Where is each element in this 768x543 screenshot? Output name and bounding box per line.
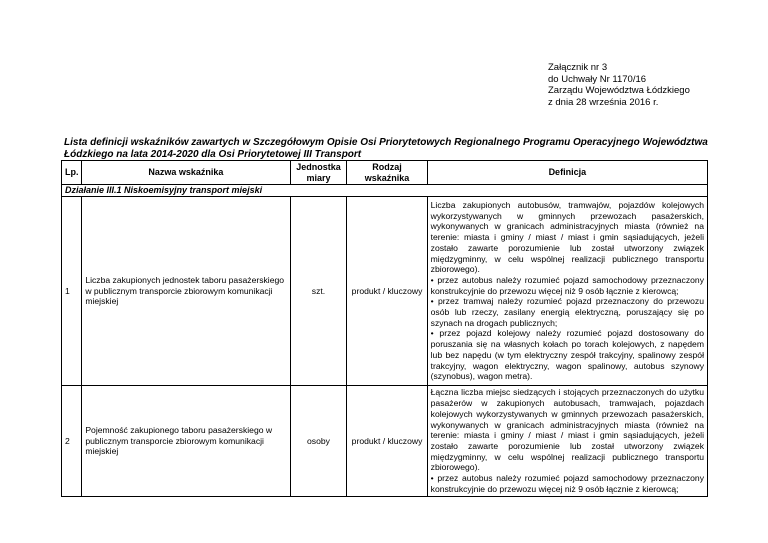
row-definition: [427, 386, 707, 497]
document-title: Lista definicji wskaźników zawartych w Szczegółowym Opisie Osi Priorytetowych Regionalnego Programu Operacyjnego Województwa Łódzkiego na lata 2014-2020 dla Osi Priorytetowej III Transport: [64, 137, 708, 160]
annex-board: Zarządu Województwa Łódzkiego: [548, 85, 690, 97]
definition-paragraph: Liczba zakupionych autobusów, tramwajów, pojazdów kolejowych wykorzystywanych w gminnych przewozach pasażerskich, wykonywanych w granicach administracyjnych miasta (również na terenie: miasta i gminy / miast / miast i gmin sąsiadujących, jeżeli zostało zawarte porozumienie lub został utworzony związek międzygminny, w celu wspólnej realizacji publicznego transportu zbiorowego).: [430, 200, 704, 275]
header-type: Rodzaj wskaźnika: [347, 161, 427, 185]
indicators-table: [61, 160, 708, 497]
header-lp: Lp.: [62, 161, 82, 185]
row-unit: szt.: [290, 197, 347, 386]
annex-resolution: do Uchwały Nr 1170/16: [548, 73, 647, 85]
section-row: [62, 185, 708, 197]
row-unit: osoby: [290, 386, 347, 497]
annex-header: [548, 62, 690, 108]
annex-date: z dnia 28 września 2016 r.: [548, 96, 659, 108]
row-lp: 2: [62, 386, 82, 497]
definition-paragraph: Łączna liczba miejsc siedzących i stojących przeznaczonych do użytku pasażerów w zakupionych autobusach, tramwajach, pojazdach kolejowych wykorzystywanych w gminnych przewozach pasażerskich, wykonywanych w granicach administracyjnych miasta (również na terenie: miasta i gminy / miast / miast i gmin sąsiadujących, jeżeli zostało zawarte porozumienie lub został utworzony związek międzygminny, w celu wspólnej realizacji publicznego transportu zbiorowego).: [430, 387, 704, 473]
section-title: Działanie III.1 Niskoemisyjny transport miejski: [62, 185, 708, 197]
row-name: Pojemność zakupionego taboru pasażerskiego w publicznym transporcie zbiorowym komunikacji miejskiej: [82, 386, 290, 497]
row-type: produkt / kluczowy: [347, 386, 427, 497]
table-row: [62, 386, 708, 497]
row-definition: [427, 197, 707, 386]
definition-bullet: • przez autobus należy rozumieć pojazd samochodowy przeznaczony konstrukcyjnie do przewozu więcej niż 9 osób łącznie z kierowcą;: [430, 274, 704, 296]
header-name: Nazwa wskaźnika: [82, 161, 290, 185]
table-row: [62, 197, 708, 386]
definition-bullet: • przez pojazd kolejowy należy rozumieć pojazd dostosowany do poruszania się na własnych kołach po torach kolejowych, z napędem lub bez napędu (w tym elektryczny zespół trakcyjny, spalinowy zespół trakcyjny, wagon elektryczny, wagon spalinowy, autobus szynowy (szynobus), wagon metra).: [430, 328, 704, 382]
header-unit: Jednostka miary: [290, 161, 347, 185]
definition-bullet: • przez tramwaj należy rozumieć pojazd przeznaczony do przewozu osób lub rzeczy, zasilany energią elektryczną, poruszający się po szynach na drogach publicznych;: [430, 296, 704, 328]
definition-bullet: • przez autobus należy rozumieć pojazd samochodowy przeznaczony konstrukcyjnie do przewozu więcej niż 9 osób łącznie z kierowcą;: [430, 473, 704, 494]
annex-number: Załącznik nr 3: [548, 62, 608, 73]
row-lp: 1: [62, 197, 82, 386]
row-type: produkt / kluczowy: [347, 197, 427, 386]
header-definition: Definicja: [427, 161, 707, 185]
table-header-row: [62, 161, 708, 185]
row-name: Liczba zakupionych jednostek taboru pasażerskiego w publicznym transporcie zbiorowym komunikacji miejskiej: [82, 197, 290, 386]
